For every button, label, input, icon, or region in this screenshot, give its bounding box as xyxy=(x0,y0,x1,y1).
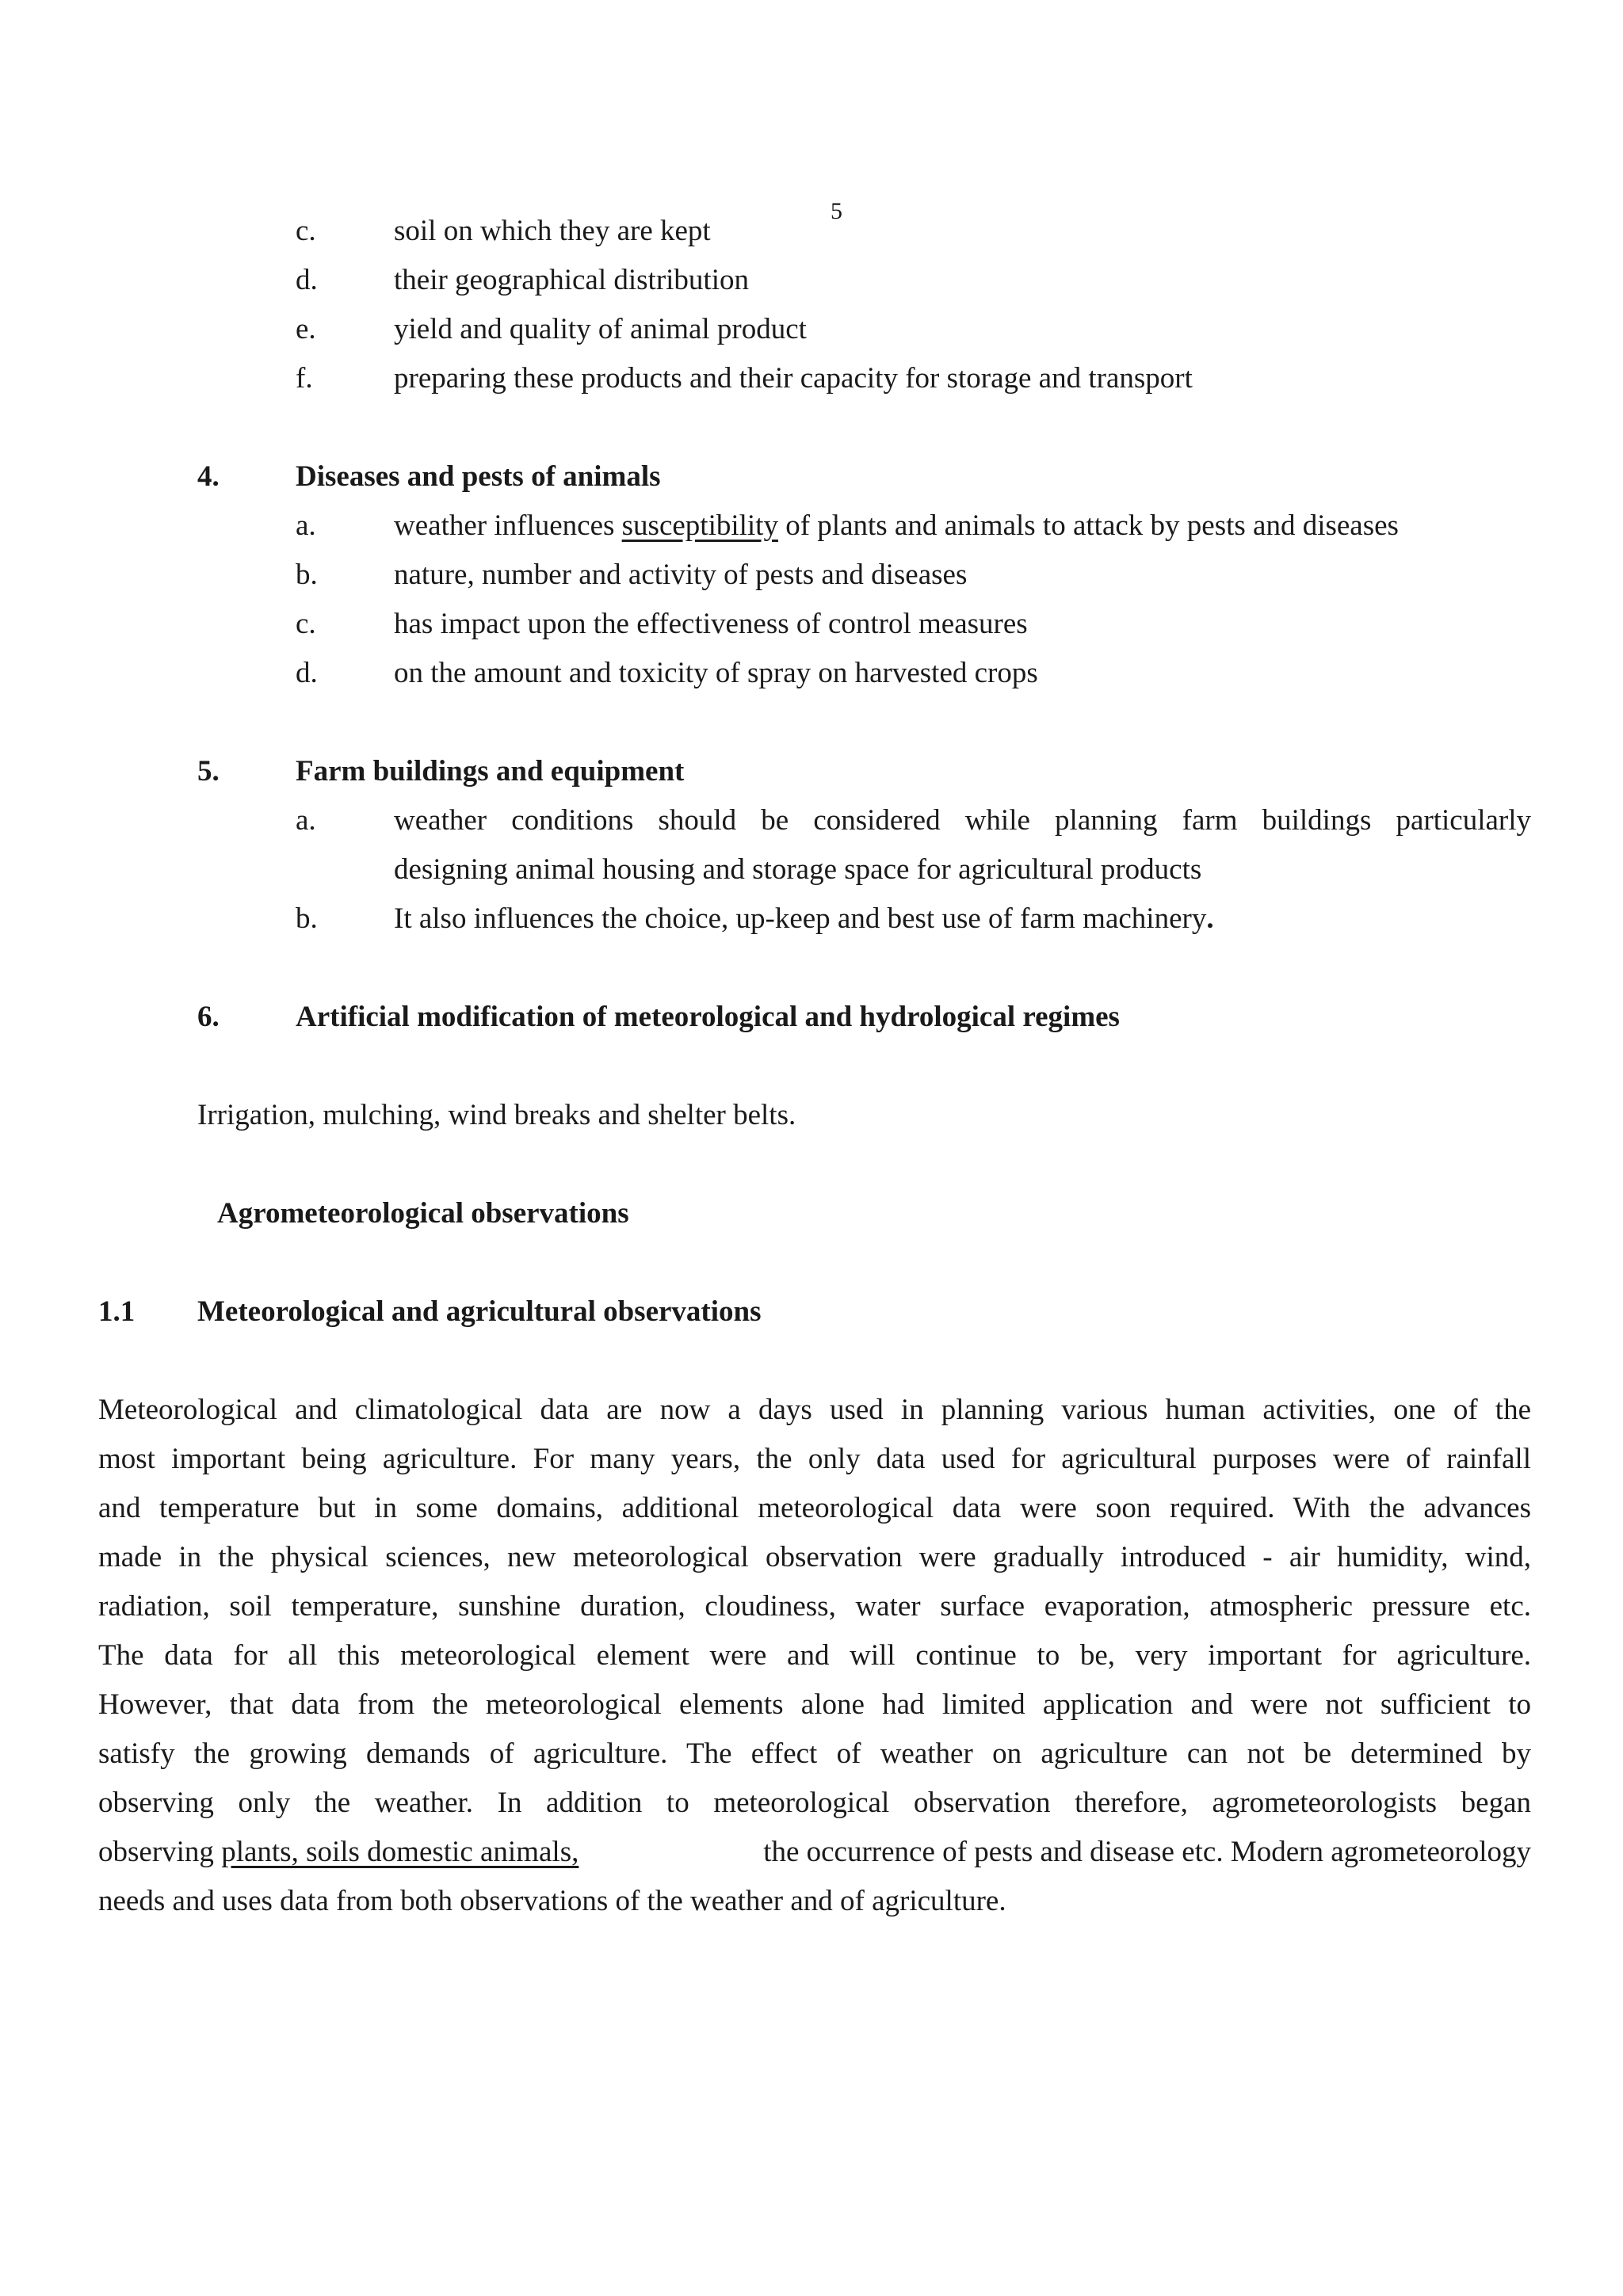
paragraph-line: most important being agriculture. For many years, the only data used for agricultural purposes were of rainfall xyxy=(98,1443,1531,1475)
text-segment: of plants and animals to attack by pests and diseases xyxy=(777,509,1399,542)
list-item-label: b. xyxy=(296,559,318,591)
section-number: 1.1 xyxy=(98,1295,136,1328)
list-item-text: soil on which they are kept xyxy=(394,215,711,247)
list-item-label: f. xyxy=(296,362,313,395)
section-heading: Meteorological and agricultural observations xyxy=(197,1295,762,1328)
chapter-heading: Agrometeorological observations xyxy=(217,1197,629,1230)
list-item-label: c. xyxy=(296,215,316,247)
list-item-label: a. xyxy=(296,509,316,542)
paragraph-line: Meteorological and climatological data are now a days used in planning various human activities, one of the xyxy=(98,1394,1531,1426)
list-item-label: a. xyxy=(296,804,316,837)
section-heading: Farm buildings and equipment xyxy=(296,755,685,788)
list-item-text: weather conditions should be considered while planning farm buildings particularly xyxy=(394,804,1531,837)
paragraph-line: made in the physical sciences, new meteorological observation were gradually introduced - air humidity, wind, xyxy=(98,1541,1531,1573)
text-segment: It also influences the choice, up-keep and best use of farm machinery xyxy=(394,902,1207,935)
paragraph: Irrigation, mulching, wind breaks and shelter belts. xyxy=(197,1099,796,1131)
list-item-text: nature, number and activity of pests and diseases xyxy=(394,559,968,591)
paragraph-line: observing only the weather. In addition to meteorological observation therefore, agrometeorologists began xyxy=(98,1787,1531,1819)
page-number: 5 xyxy=(831,198,842,224)
list-item-text: their geographical distribution xyxy=(394,264,749,296)
list-item-text: on the amount and toxicity of spray on harvested crops xyxy=(394,657,1038,689)
list-item-label: d. xyxy=(296,657,318,689)
list-item-text: yield and quality of animal product xyxy=(394,313,807,345)
paragraph-line xyxy=(98,1837,1531,1867)
section-number: 6. xyxy=(197,1001,220,1033)
bold-period: . xyxy=(1206,902,1214,935)
underlined-term: plants, soils domestic animals, xyxy=(221,1836,579,1868)
list-item-text: has impact upon the effectiveness of control measures xyxy=(394,608,1028,640)
list-item-label: b. xyxy=(296,902,318,935)
paragraph-line: The data for all this meteorological element were and will continue to be, very important for agriculture. xyxy=(98,1639,1531,1672)
text-segment xyxy=(98,1837,579,1867)
text-segment: weather influences xyxy=(394,509,622,542)
paragraph-line: radiation, soil temperature, sunshine duration, cloudiness, water surface evaporation, atmospheric pressure etc. xyxy=(98,1590,1531,1623)
list-item-text-continued: designing animal housing and storage space for agricultural products xyxy=(394,853,1202,886)
paragraph-line: However, that data from the meteorological elements alone had limited application and were not sufficient to xyxy=(98,1688,1531,1721)
list-item-label: d. xyxy=(296,264,318,296)
paragraph-line: needs and uses data from both observations of the weather and of agriculture. xyxy=(98,1885,1006,1917)
text-segment: observing xyxy=(98,1836,222,1868)
paragraph-line: and temperature but in some domains, additional meteorological data were soon required. With the advances xyxy=(98,1492,1531,1524)
list-item-text: preparing these products and their capacity for storage and transport xyxy=(394,362,1193,395)
list-item-text xyxy=(394,511,1399,540)
list-item-label: e. xyxy=(296,313,316,345)
list-item-label: c. xyxy=(296,608,316,640)
section-heading: Artificial modification of meteorological and hydrological regimes xyxy=(296,1001,1120,1033)
list-item-text xyxy=(394,904,1214,933)
paragraph-line: satisfy the growing demands of agriculture. The effect of weather on agriculture can not be determined by xyxy=(98,1737,1531,1770)
text-segment: the occurrence of pests and disease etc. Modern agrometeorology xyxy=(755,1836,1531,1868)
section-heading: Diseases and pests of animals xyxy=(296,460,661,493)
section-number: 4. xyxy=(197,460,220,493)
underlined-term: susceptibility xyxy=(621,509,778,542)
section-number: 5. xyxy=(197,755,220,788)
